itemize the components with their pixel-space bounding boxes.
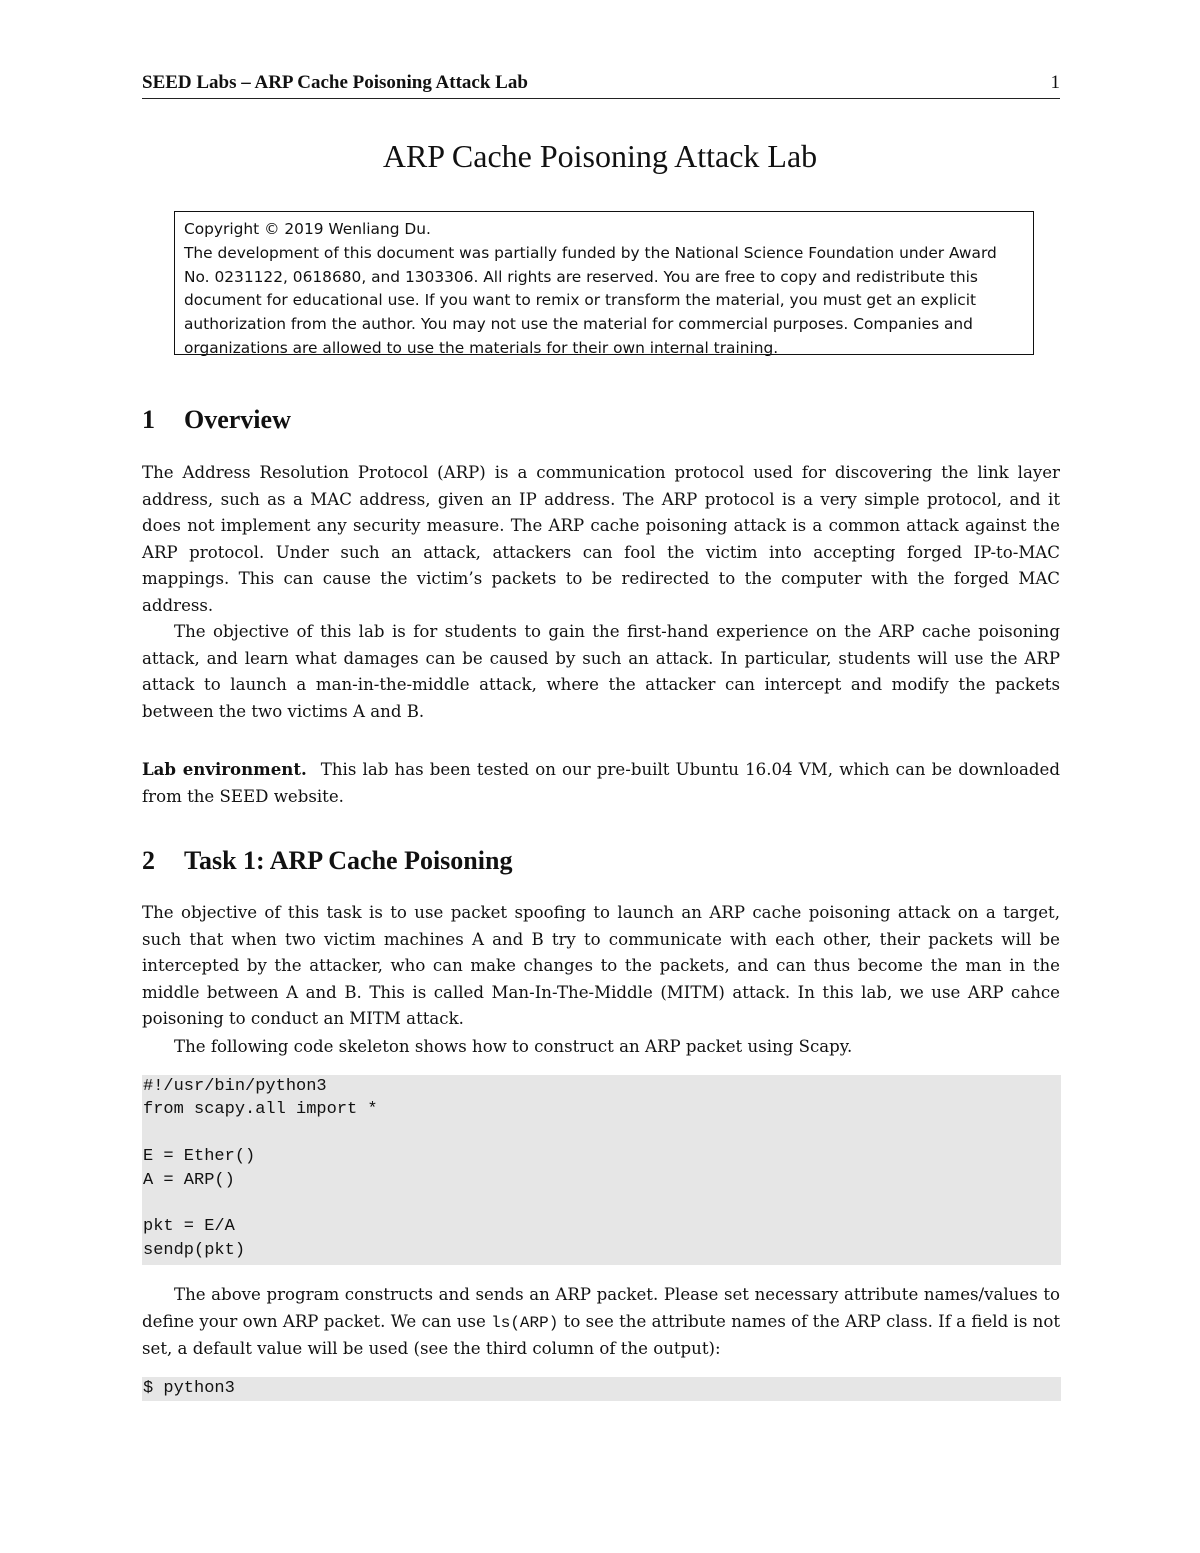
inline-code-ls-arp: ls(ARP) (491, 1313, 559, 1332)
document-title: ARP Cache Poisoning Attack Lab (382, 138, 818, 174)
paragraph-3-text-after: to see the attribute names of the ARP class. If a field is not set, a default value will be used (see the third column of the output): (142, 1311, 1061, 1359)
task1-paragraph-1: The objective of this task is to use packet spoofing to launch an ARP cache poisoning attack on a target, such that when two victim machines A and B try to communicate with each other, their packets will be intercepted by the attacker, who can make changes to the packets, and can thus become the man in the middle between A and B. This is called Man-In-The-Middle (MITM) attack. In this lab, we use ARP cahce poisoning to conduct an MITM attack. (142, 903, 1060, 1029)
shell-command-block: $ python3 (142, 1377, 1061, 1401)
copyright-box (174, 211, 1034, 355)
code-skeleton: #!/usr/bin/python3 from scapy.all import * E = Ether() A = ARP() pkt = E/A sendp(pkt) (142, 1075, 1061, 1265)
section-1-number: 1 (142, 405, 155, 434)
lab-environment-paragraph (142, 756, 1060, 810)
section-2-heading (142, 846, 512, 876)
lab-environment-text: This lab has been tested on our pre-built Ubuntu 16.04 VM, which can be downloaded from the SEED website. (142, 760, 1060, 806)
section-2-title: Task 1: ARP Cache Poisoning (184, 846, 513, 875)
section-1-title: Overview (184, 405, 291, 434)
running-header (142, 70, 1060, 99)
lab-environment-label: Lab environment. (142, 759, 307, 779)
page-number: 1 (1050, 72, 1060, 93)
task1-paragraph-3 (142, 1282, 1060, 1363)
overview-paragraph-1: The Address Resolution Protocol (ARP) is a communication protocol used for discovering the link layer address, such as a MAC address, given an IP address. The ARP protocol is a very simple protocol, and it does not implement any security measure. The ARP cache poisoning attack is a common attack against the ARP protocol. Under such an attack, attackers can fool the victim into accepting forged IP-to-MAC mappings. This can cause the victim’s packets to be redirected to the computer with the forged MAC address. (142, 463, 1060, 615)
copyright-line: Copyright © 2019 Wenliang Du. (184, 220, 431, 238)
paragraph-3-text-before: The above program constructs and sends an ARP packet. Please set necessary attribute names/values to define your own ARP packet. We can use (142, 1285, 1060, 1331)
copyright-body: The development of this document was partially funded by the National Science Foundation under Award No. 0231122, 0618680, and 1303306. All rights are reserved. You are free to copy and redistribute this document for educational use. If you want to remix or transform the material, you must get an explicit authorization from the author. You may not use the material for commercial purposes. Companies and organizations are allowed to use the materials for their own internal training. (184, 243, 997, 357)
section-1-heading (142, 405, 291, 435)
task1-paragraph-2: The following code skeleton shows how to construct an ARP packet using Scapy. (174, 1037, 853, 1056)
running-title: SEED Labs – ARP Cache Poisoning Attack Lab (142, 72, 528, 93)
overview-paragraph-2: The objective of this lab is for students to gain the first-hand experience on the ARP cache poisoning attack, and learn what damages can be caused by such an attack. In particular, students will use the ARP attack to launch a man-in-the-middle attack, where the attacker can intercept and modify the packets between the two victims A and B. (142, 622, 1060, 721)
section-2-number: 2 (142, 846, 155, 875)
